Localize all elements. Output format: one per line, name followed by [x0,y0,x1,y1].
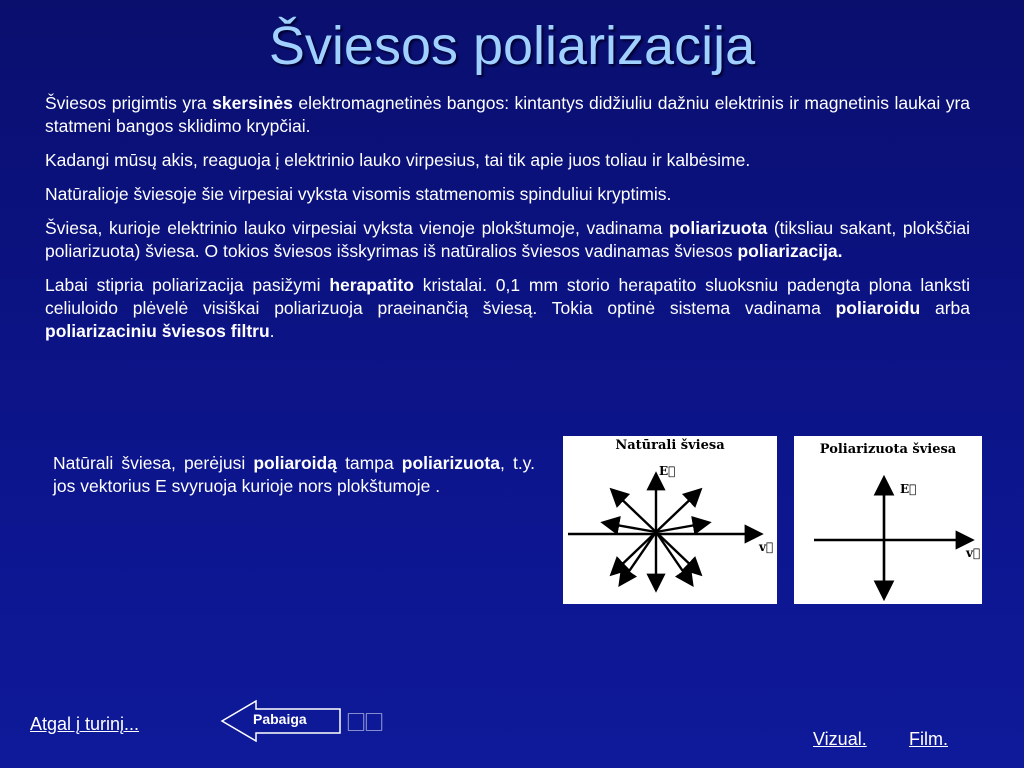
paragraph-natural-light: Natūralioje šviesoje šie virpesiai vyksta visomis statmenomis spinduliui kryptimis. [45,184,672,204]
bold-term: poliarizacija. [737,241,843,261]
text-run: tampa [336,453,402,473]
text-run: elektromagnetinės bangos: kintantys didžiuliu dažniu elektrinis ir magnetinis laukai yra statmeni bangos sklidimo krypčiai. [45,93,970,136]
text-run: . [269,321,275,341]
text-run: kristalai. 0,1 mm storio herapatito sluoksniu padengta plona lanksti celiuloido plėvelė visiškai poliarizuoja praeinančią šviesą. Tokia optinė sistema vadinama [45,275,971,318]
bold-term: skersinės [212,93,293,113]
e-vector-label: E⃗ [659,464,676,478]
bold-term: poliaroidu [835,298,921,318]
vizual-link[interactable]: Vizual. [813,729,867,749]
bold-term: herapatito [329,275,414,295]
polaroid-caption [53,452,535,498]
paragraph-polarized-definition [45,217,970,263]
polarized-light-diagram [794,436,982,604]
bold-term: poliarizuota [401,453,500,473]
e-field-vectors [605,476,707,588]
back-to-contents-link[interactable]: Atgal į turinį... [30,714,140,734]
vector-lower-right [656,532,691,583]
paragraph-eye: Kadangi mūsų akis, reaguoja į elektrinio lauko virpesius, tai tik apie juos toliau ir kalbėsime. [45,150,751,170]
text-run: Šviesa, kurioje elektrinio lauko virpesiai vyksta vienoje plokštumoje, vadinama [45,218,669,238]
slide-title: Šviesos poliarizacija [268,16,756,76]
end-button[interactable] [220,699,383,744]
paragraph-herapatite [45,274,970,343]
film-link[interactable]: Film. [909,729,948,749]
vector-down-right [656,532,699,573]
bold-term: poliarizaciniu šviesos filtru [45,321,270,341]
text-run: Natūrali šviesa, perėjusi [53,453,254,473]
paragraph-transverse-waves [45,92,970,138]
sound-icon: ⃞⃞ [347,713,383,734]
vector-down-left [613,532,656,573]
main-text [45,92,970,354]
vector-lower-left [621,532,656,583]
e-vector-label: E⃗ [900,482,917,496]
bold-term: poliarizuota [668,218,768,238]
natural-light-diagram-title: Natūrali šviesa [615,438,725,453]
polarized-light-diagram-title: Poliarizuota šviesa [819,442,957,457]
text-run: Labai stipria poliarizacija pasižymi [45,275,330,295]
polarized-light-vectors [794,436,982,604]
natural-light-vectors [563,436,777,604]
natural-light-diagram [563,436,777,604]
text-run: , t.y. jos vektorius E svyruoja kurioje nors plokštumoje . [53,453,535,496]
bold-term: poliaroidą [253,453,337,473]
end-button-label: Pabaiga [253,711,307,727]
text-run: (tiksliau sakant, plokščiai poliarizuota) šviesa. O tokios šviesos išskyrimas iš natūralios šviesos vadinamas šviesos [45,218,970,261]
v-vector-label: v⃗ [966,546,981,560]
text-run: arba [920,298,970,318]
text-run: Šviesos prigimtis yra [45,93,213,113]
v-vector-label: v⃗ [759,540,774,554]
